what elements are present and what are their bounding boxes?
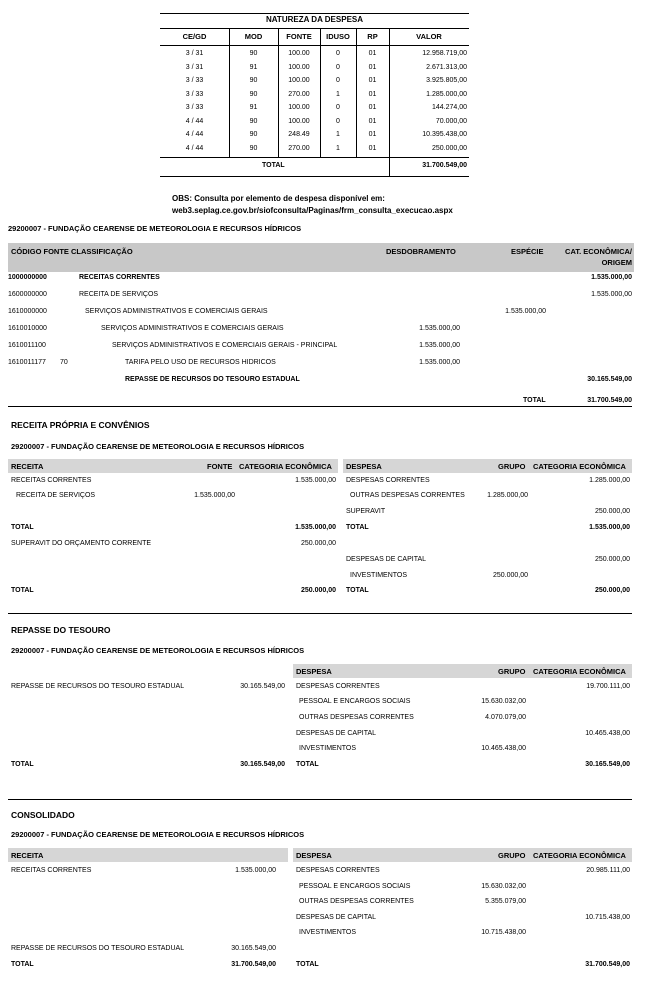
row-codigo: 1600000000 (8, 291, 47, 298)
natureza-cell: 90 (249, 50, 258, 57)
total-label: TOTAL (346, 524, 369, 531)
pessoal-encargos-val: 15.630.032,00 (481, 698, 526, 705)
row-desdobramento: 1.535.000,00 (419, 342, 460, 349)
total-label: TOTAL (11, 761, 34, 768)
superavit-val: 250.000,00 (594, 508, 630, 515)
col-codigo-fonte: CÓDIGO FONTE CLASSIFICAÇÃO (11, 247, 133, 256)
despesas-correntes: DESPESAS CORRENTES (296, 683, 380, 690)
despesas-correntes-val: 19.700.111,00 (586, 683, 630, 690)
natureza-col-header: RP (367, 32, 378, 41)
natureza-cell: 90 (249, 90, 258, 98)
despesas-capital-val: 10.715.438,00 (585, 914, 630, 921)
natureza-cell: 70.000,00 (435, 117, 467, 125)
natureza-cell: 270.00 (288, 90, 310, 98)
pessoal-encargos-val: 15.630.032,00 (481, 883, 526, 890)
outras-despesas-val: 4.070.079,00 (485, 714, 526, 721)
outras-despesas: OUTRAS DESPESAS CORRENTES (299, 714, 414, 721)
natureza-cell: 2.671.313,00 (426, 63, 467, 71)
natureza-cell: 91 (249, 104, 258, 111)
despesas-capital: DESPESAS DE CAPITAL (296, 730, 377, 737)
despesas-correntes-val: 1.285.000,00 (589, 477, 630, 484)
receitas-correntes: RECEITAS CORRENTES (11, 477, 92, 484)
col-grupo: GRUPO (498, 851, 526, 860)
natureza-cell: 3 / 31 (185, 50, 204, 57)
receita-total-value: 31.700.549,00 (587, 397, 632, 403)
natureza-cell: 01 (368, 63, 377, 71)
natureza-title: NATUREZA DA DESPESA (265, 15, 364, 24)
repasse-row-label: REPASSE DE RECURSOS DO TESOURO ESTADUAL (125, 376, 300, 383)
natureza-cell: 4 / 44 (185, 144, 204, 152)
col-grupo: GRUPO (498, 667, 526, 676)
natureza-cell: 3 / 31 (185, 63, 204, 71)
natureza-cell: 10.395.438,00 (422, 131, 467, 138)
natureza-cell: 01 (368, 104, 377, 111)
natureza-cell: 100.00 (288, 104, 310, 111)
natureza-cell: 01 (368, 117, 377, 125)
row-codigo: 1610000000 (8, 308, 47, 315)
investimentos: INVESTIMENTOS (299, 929, 357, 936)
natureza-cell: 100.00 (288, 77, 310, 84)
total-left-val: 30.165.549,00 (240, 761, 285, 768)
natureza-cell: 01 (368, 144, 377, 152)
natureza-cell: 90 (249, 144, 258, 152)
natureza-cell: 100.00 (288, 63, 310, 71)
despesas-capital: DESPESAS DE CAPITAL (296, 914, 377, 921)
row-desc: RECEITA DE SERVIÇOS (79, 291, 159, 298)
total-right-val: 1.535.000,00 (589, 524, 630, 531)
natureza-cell: 3 / 33 (185, 77, 204, 84)
receitas-correntes-val: 1.535.000,00 (295, 477, 336, 484)
outras-despesas: OUTRAS DESPESAS CORRENTES (299, 898, 414, 905)
natureza-cell: 01 (368, 90, 377, 98)
natureza-cell: 270.00 (288, 144, 310, 152)
natureza-cell: 01 (368, 131, 377, 138)
superavit-orcamento: SUPERAVIT DO ORÇAMENTO CORRENTE (11, 540, 152, 547)
natureza-cell: 90 (249, 131, 258, 138)
natureza-cell: 1 (336, 90, 340, 98)
col-grupo: GRUPO (498, 462, 526, 471)
natureza-cell: 100.00 (288, 50, 310, 57)
total-label: TOTAL (11, 587, 34, 594)
natureza-cell: 248.49 (288, 131, 310, 138)
despesas-correntes-val: 20.985.111,00 (586, 867, 630, 874)
natureza-cell: 0 (336, 63, 340, 71)
col-despesa: DESPESA (346, 462, 382, 471)
total-left-val: 31.700.549,00 (231, 961, 276, 968)
natureza-cell: 12.958.719,00 (422, 50, 467, 57)
natureza-cell: 91 (249, 63, 258, 71)
row-codigo: 1610011100 (8, 342, 46, 349)
natureza-total-value: 31.700.549,00 (422, 162, 467, 169)
section-title-consolidado: CONSOLIDADO (11, 810, 75, 820)
col-cat1: CAT. ECONÔMICA/ (565, 247, 632, 256)
investimentos: INVESTIMENTOS (350, 572, 408, 579)
natureza-cell: 0 (336, 104, 340, 111)
receitas-correntes: RECEITAS CORRENTES (11, 867, 92, 874)
col-receita: RECEITA (11, 462, 44, 471)
natureza-col-header: MOD (244, 32, 263, 41)
col-categoria: CATEGORIA ECONÔMICA (533, 462, 626, 471)
col-categoria: CATEGORIA ECONÔMICA (239, 462, 332, 471)
natureza-cell: 250.000,00 (431, 144, 467, 152)
receita-total-clip (0, 393, 655, 403)
section-title-propria: RECEITA PRÓPRIA E CONVÊNIOS (11, 420, 150, 430)
natureza-cell: 3 / 33 (185, 90, 204, 98)
investimentos-val: 250.000,00 (492, 572, 528, 579)
total-right-val: 30.165.549,00 (585, 761, 630, 768)
repasse-label: REPASSE DE RECURSOS DO TESOURO ESTADUAL (11, 683, 185, 690)
row-desc: SERVIÇOS ADMINISTRATIVOS E COMERCIAIS GERAIS (101, 325, 284, 332)
natureza-cell: 3 / 33 (185, 104, 204, 111)
obs-line2: web3.seplag.ce.gov.br/siofconsulta/Paginas/frm_consulta_execucao.aspx (172, 206, 453, 215)
superavit: SUPERAVIT (346, 508, 386, 515)
org-name: 29200007 - FUNDAÇÃO CEARENSE DE METEOROLOGIA E RECURSOS HÍDRICOS (11, 830, 305, 839)
col-especie: ESPÉCIE (511, 247, 544, 256)
despesas-correntes: DESPESAS CORRENTES (296, 867, 380, 874)
total-right-val: 31.700.549,00 (585, 961, 630, 968)
pessoal-encargos: PESSOAL E ENCARGOS SOCIAIS (299, 883, 411, 890)
natureza-total-label: TOTAL (262, 162, 285, 169)
receita-total-label: TOTAL (523, 397, 546, 403)
natureza-cell: 4 / 44 (185, 117, 204, 125)
repasse-label: REPASSE DE RECURSOS DO TESOURO ESTADUAL (11, 945, 185, 952)
col-despesa: DESPESA (296, 851, 332, 860)
outras-despesas-val: 1.285.000,00 (487, 492, 528, 499)
col-despesa: DESPESA (296, 667, 332, 676)
repasse-val: 30.165.549,00 (240, 683, 285, 690)
natureza-cell: 1 (336, 144, 340, 152)
receita-servicos-val: 1.535.000,00 (194, 492, 235, 499)
natureza-cell: 90 (249, 77, 258, 84)
natureza-cell: 1 (336, 131, 340, 138)
total-left-val: 250.000,00 (300, 587, 336, 594)
org-name: 29200007 - FUNDAÇÃO CEARENSE DE METEOROLOGIA E RECURSOS HÍDRICOS (11, 646, 305, 655)
despesas-capital-val: 250.000,00 (594, 556, 630, 563)
receitas-correntes-val: 1.535.000,00 (235, 867, 276, 874)
natureza-cell: 01 (368, 50, 377, 57)
natureza-col-header: CE/GD (182, 32, 207, 41)
repasse-row-value: 30.165.549,00 (587, 376, 632, 383)
total-label: TOTAL (296, 961, 319, 968)
col-fonte: FONTE (207, 462, 233, 471)
col-categoria: CATEGORIA ECONÔMICA (533, 667, 626, 676)
row-codigo: 1610010000 (8, 325, 47, 332)
despesas-capital: DESPESAS DE CAPITAL (346, 556, 427, 563)
natureza-cell: 0 (336, 77, 340, 84)
total-label: TOTAL (11, 961, 34, 968)
investimentos: INVESTIMENTOS (299, 745, 357, 752)
natureza-cell: 01 (368, 77, 377, 84)
org-name: 29200007 - FUNDAÇÃO CEARENSE DE METEOROLOGIA E RECURSOS HÍDRICOS (11, 442, 305, 451)
investimentos-val: 10.465.438,00 (481, 745, 526, 752)
despesas-capital-val: 10.465.438,00 (585, 730, 630, 737)
investimentos-val: 10.715.438,00 (481, 929, 526, 936)
row-cat: 1.535.000,00 (591, 291, 632, 298)
row-codigo: 1610011177 (8, 359, 46, 366)
row-especie: 1.535.000,00 (505, 308, 546, 315)
natureza-cell: 1.285.000,00 (426, 90, 467, 98)
row-desdobramento: 1.535.000,00 (419, 359, 460, 366)
receita-servicos: RECEITA DE SERVIÇOS (16, 492, 96, 499)
superavit-orcamento-val: 250.000,00 (300, 540, 336, 547)
row-desc: TARIFA PELO USO DE RECURSOS HIDRICOS (125, 359, 276, 366)
row-desdobramento: 1.535.000,00 (419, 325, 460, 332)
natureza-cell: 0 (336, 117, 340, 125)
col-cat2: ORIGEM (601, 258, 632, 267)
natureza-cell: 4 / 44 (185, 131, 204, 138)
section-title-repasse: REPASSE DO TESOURO (11, 625, 111, 635)
repasse-val: 30.165.549,00 (231, 945, 276, 952)
natureza-cell: 0 (336, 50, 340, 57)
natureza-cell: 3.925.805,00 (426, 77, 467, 84)
total-label: TOTAL (11, 524, 34, 531)
natureza-col-header: FONTE (286, 32, 312, 41)
despesas-correntes: DESPESAS CORRENTES (346, 477, 430, 484)
col-desdobramento: DESDOBRAMENTO (386, 247, 456, 256)
org-name: 29200007 - FUNDAÇÃO CEARENSE DE METEOROLOGIA E RECURSOS HÍDRICOS (8, 224, 302, 233)
natureza-col-header: VALOR (416, 32, 442, 41)
row-desc: SERVIÇOS ADMINISTRATIVOS E COMERCIAIS GERAIS (85, 308, 268, 315)
total-left-val: 1.535.000,00 (295, 524, 336, 531)
natureza-col-header: IDUSO (326, 32, 350, 41)
col-receita: RECEITA (11, 851, 44, 860)
total-right-val: 250.000,00 (594, 587, 630, 594)
natureza-cell: 90 (249, 117, 258, 125)
row-codigo: 1000000000 (8, 274, 47, 281)
col-categoria: CATEGORIA ECONÔMICA (533, 851, 626, 860)
natureza-cell: 100.00 (288, 117, 310, 125)
outras-despesas: OUTRAS DESPESAS CORRENTES (350, 492, 465, 499)
row-cat: 1.535.000,00 (591, 274, 632, 281)
row-desc: RECEITAS CORRENTES (79, 274, 160, 281)
outras-despesas-val: 5.355.079,00 (485, 898, 526, 905)
total-label: TOTAL (296, 761, 319, 768)
total-label: TOTAL (346, 587, 369, 594)
obs-line1: OBS: Consulta por elemento de despesa disponível em: (172, 194, 385, 203)
row-desc: SERVIÇOS ADMINISTRATIVOS E COMERCIAIS GERAIS - PRINCIPAL (112, 342, 338, 349)
pessoal-encargos: PESSOAL E ENCARGOS SOCIAIS (299, 698, 411, 705)
natureza-cell: 144.274,00 (431, 104, 467, 111)
row-fonte: 70 (60, 359, 68, 366)
consolidado-left-header (8, 848, 288, 862)
